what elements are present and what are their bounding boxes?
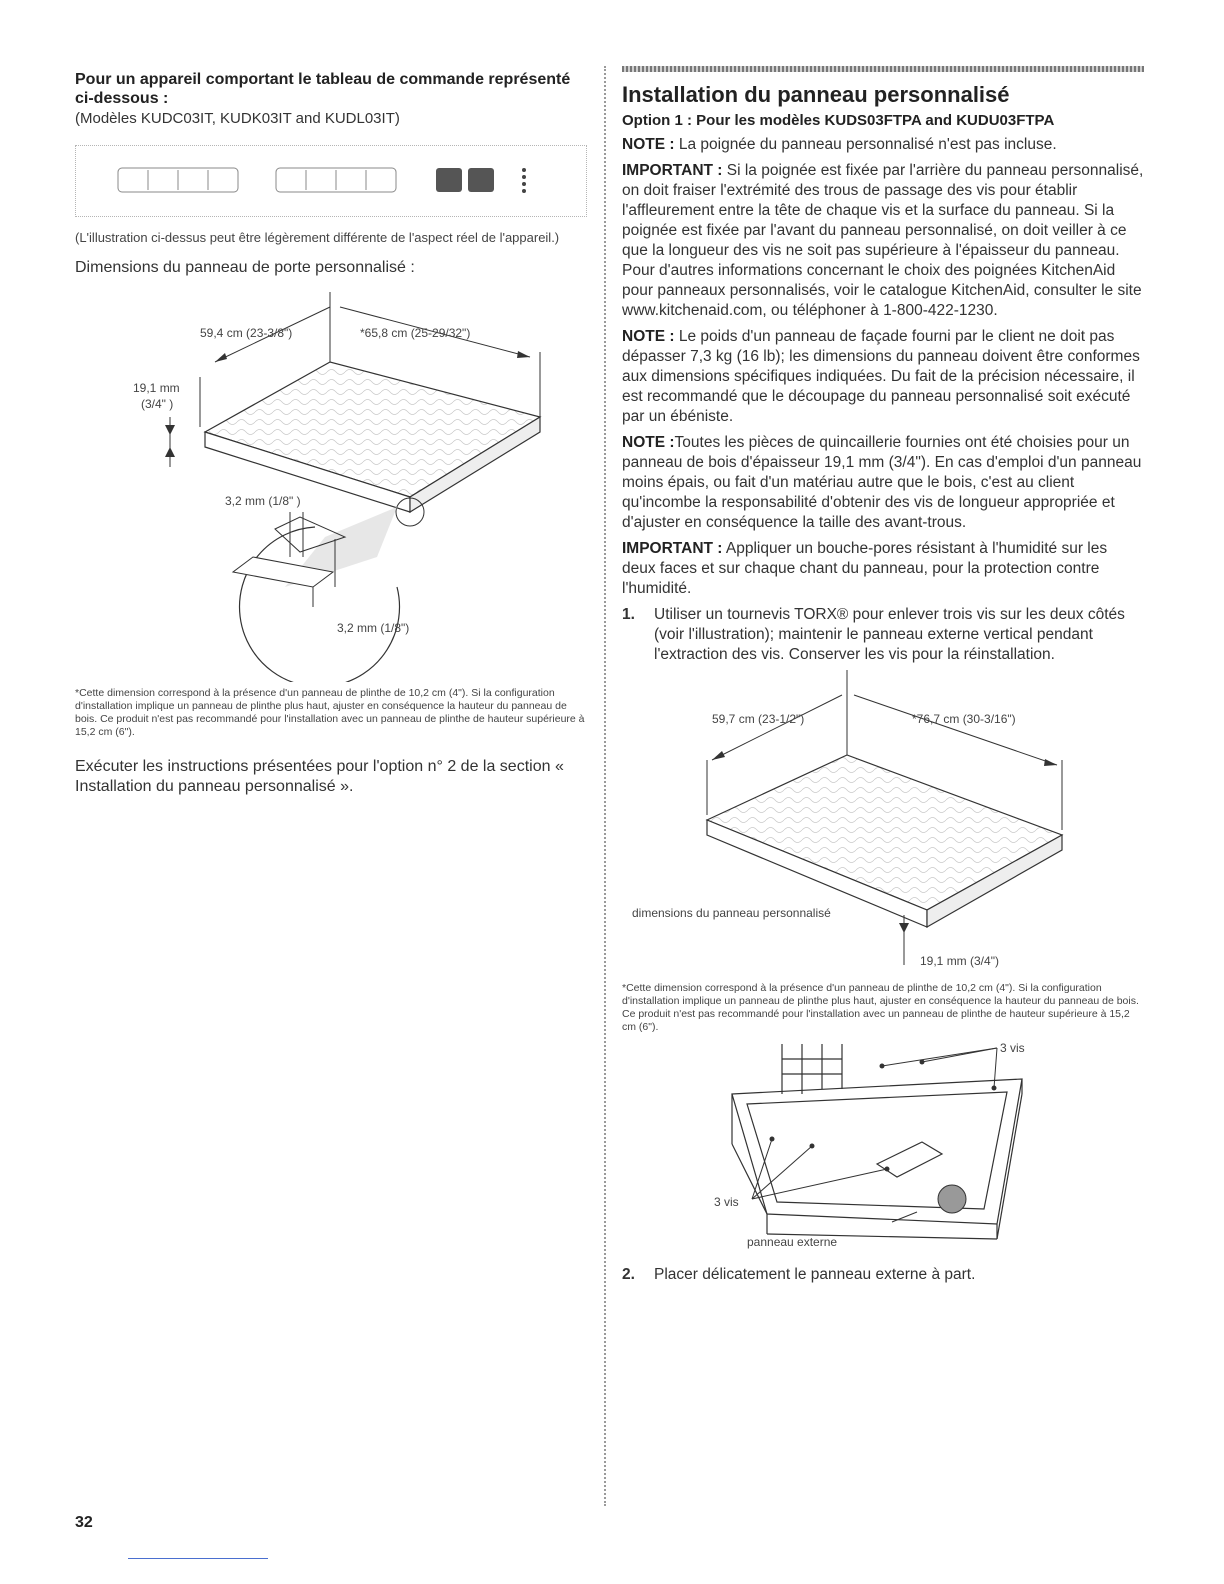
left-column: [75, 70, 585, 797]
right-footnote: *Cette dimension correspond à la présence d'un panneau de plinthe de 10,2 cm (4"). Si la configuration d'installation implique un panneau de plinthe plus haut, ajuster en conséquence la hauteur du panneau de bois. Ce produit n'est pas recommandé pour l'installation avec un panneau de plinthe de hauteur supérieure à 15,2 cm (6").: [622, 982, 1139, 1033]
left-depth-label: *65,8 cm (25-29/32"): [360, 326, 471, 340]
step-1-text: Utiliser un tournevis TORX® pour enlever trois vis sur les deux côtés (voir l'illustration); maintenir le panneau externe vertical pendant l'extraction des vis. Conserver les vis pour la réinstallation.: [654, 606, 1125, 663]
right-panel-label: dimensions du panneau personnalisé: [632, 906, 831, 920]
important-sealer: IMPORTANT : Appliquer un bouche-pores résistant à l'humidité sur les deux faces et sur chaque chant du panneau, pour la protection contre l'humidité.: [622, 540, 1108, 597]
control-panel-heading: Pour un appareil comportant le tableau de commande représenté ci-dessous :: [75, 71, 571, 107]
note-handle: NOTE : La poignée du panneau personnalisé n'est pas incluse.: [622, 136, 1057, 153]
left-footnote: *Cette dimension correspond à la présence d'un panneau de plinthe de 10,2 cm (4"). Si la configuration d'installation implique un panneau de plinthe plus haut, ajuster en conséquence la hauteur du panneau de bois. Ce produit n'est pas recommandé pour l'installation avec un panneau de plinthe de hauteur supérieure à 15,2 cm (6").: [75, 687, 585, 738]
right-panel-dimensions-diagram: [622, 665, 1142, 975]
left-edge-label-2: 3,2 mm (1/8"): [337, 621, 410, 635]
bottom-link-line: [128, 1558, 268, 1559]
step-2-text: Placer délicatement le panneau externe à part.: [654, 1266, 976, 1283]
right-column: [622, 66, 1144, 1285]
left-thickness-label-2: (3/4" ): [141, 397, 174, 411]
door-screws-diagram: [622, 1034, 1142, 1254]
left-thickness-label-1: 19,1 mm: [133, 381, 180, 395]
note-weight: NOTE : Le poids d'un panneau de façade fourni par le client ne doit pas dépasser 7,3 kg (16 lb); les dimensions du panneau doivent être conformes aux dimensions spécifiques indiquées. Du fait de la précision nécessaire, il est recommandé que le découpage du panneau personnalisé soit exécuté par un ébéniste.: [622, 328, 1140, 425]
step-1: [622, 605, 1144, 665]
control-panel-illustration: [75, 145, 587, 217]
screws-left-label: 3 vis: [714, 1195, 739, 1209]
page-number: 32: [75, 1514, 93, 1531]
option-instruction: Exécuter les instructions présentées pour l'option n° 2 de la section « Installation du panneau personnalisé ».: [75, 758, 564, 795]
models-line: (Modèles KUDC03IT, KUDK03IT and KUDL03IT): [75, 110, 400, 127]
illustration-caption: (L'illustration ci-dessus peut être légèrement différente de l'aspect réel de l'appareil.): [75, 230, 560, 245]
left-width-label: 59,4 cm (23-3/8"): [200, 326, 293, 340]
column-divider: [604, 66, 606, 1506]
outer-panel-label: panneau externe: [747, 1235, 838, 1249]
left-panel-dimensions-diagram: [75, 287, 585, 682]
option-title: Option 1 : Pour les modèles KUDS03FTPA and KUDU03FTPA: [622, 112, 1055, 129]
right-depth-label: *76,7 cm (30-3/16"): [912, 712, 1016, 726]
important-handle: IMPORTANT : Si la poignée est fixée par l'arrière du panneau personnalisé, on doit fraiser l'extrémité des trous de passage des vis pour établir l'affleurement entre la tête de chaque vis et la surface du panneau. Si la poignée est fixée par l'avant du panneau personnalisé, on doit veiller à ce que la longueur des vis ne soit pas supérieure à l'épaisseur du panneau. Pour d'autres informations concernant le choix des poignées KitchenAid pour panneaux personnalisés, voir le catalogue KitchenAid, consulter le site www.kitchenaid.com, ou téléphoner à 1-800-422-1230.: [622, 162, 1144, 319]
control-panel-svg: [76, 146, 586, 216]
screws-top-label: 3 vis: [1000, 1041, 1025, 1055]
step-2-number: 2.: [622, 1266, 635, 1283]
step-1-number: 1.: [622, 606, 635, 623]
dimensions-heading: Dimensions du panneau de porte personnalisé :: [75, 259, 415, 276]
left-edge-label-1: 3,2 mm (1/8" ): [225, 494, 301, 508]
section-title: Installation du panneau personnalisé: [622, 82, 1010, 107]
section-rule: [622, 66, 1144, 72]
note-hardware: NOTE :Toutes les pièces de quincaillerie fournies ont été choisies pour un panneau de bois d'épaisseur 19,1 mm (3/4"). En cas d'emploi d'un panneau moins épais, ou fait d'un matériau autre que le bois, c'est au client qu'incombe la responsabilité d'obtenir des vis de longueur appropriée et d'ajuster en conséquence la taille des avant-trous.: [622, 434, 1142, 531]
right-width-label: 59,7 cm (23-1/2"): [712, 712, 805, 726]
step-2: [622, 1265, 1144, 1285]
right-thickness-label: 19,1 mm (3/4"): [920, 954, 999, 968]
